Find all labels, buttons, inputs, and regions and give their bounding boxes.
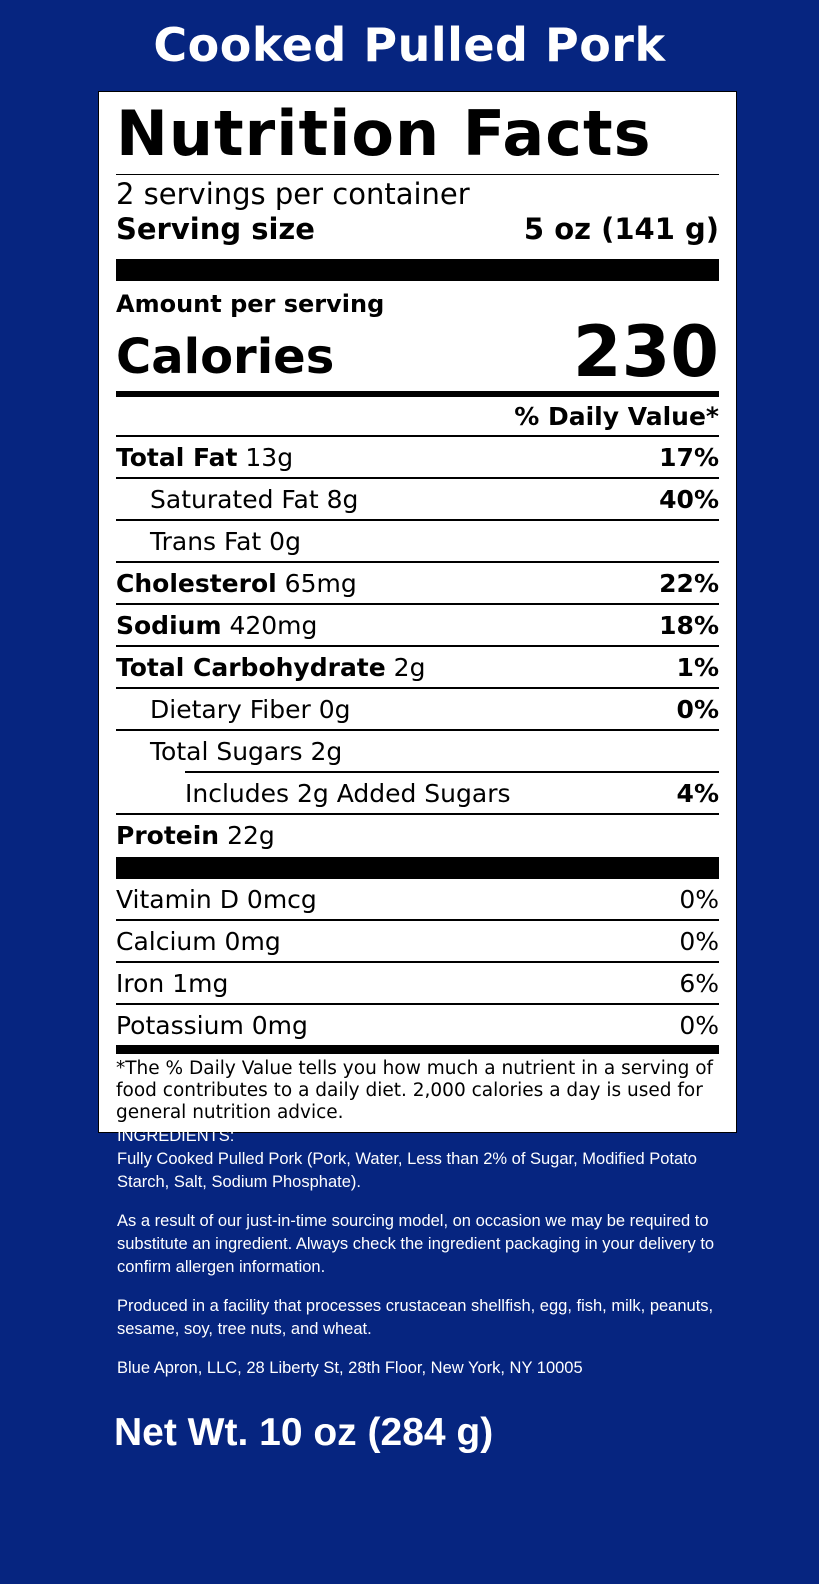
- nutrient-row-total-carbohydrate: [116, 645, 719, 687]
- ingredients-heading: INGREDIENTS:: [117, 1127, 235, 1145]
- nutrient-amount: 8g: [326, 484, 359, 514]
- vitamin-row-potassium: [116, 1003, 719, 1045]
- nutrient-row-total-fat: [116, 435, 719, 477]
- vitamin-dv: 0%: [679, 1010, 719, 1040]
- nutrient-dv: 0%: [676, 694, 719, 724]
- allergen-note: Produced in a facility that processes crustacean shellfish, egg, fish, milk, peanuts, sesame, soy, tree nuts, and wheat.: [117, 1297, 714, 1338]
- daily-value-footnote: *The % Daily Value tells you how much a nutrient in a serving of food contributes to a daily diet. 2,000 calories a day is used for general nutrition advice.: [116, 1058, 714, 1123]
- vitamin-dv: 0%: [679, 926, 719, 956]
- nutrient-name: Saturated Fat: [150, 484, 319, 514]
- nutrient-dv: 22%: [659, 568, 719, 598]
- nutrient-amount: 2g: [310, 736, 343, 766]
- nutrient-name: Protein: [116, 820, 220, 850]
- medium-divider: [116, 1045, 719, 1054]
- vitamin-name: Vitamin D 0mcg: [116, 884, 317, 914]
- serving-size-value: 5 oz (141 g): [523, 212, 719, 246]
- calories-row: [116, 311, 719, 393]
- nutrient-row-added-sugars: [185, 771, 719, 813]
- nutrient-dv: 1%: [676, 652, 719, 682]
- nutrient-row-sodium: [116, 603, 719, 645]
- nutrient-name: Cholesterol: [116, 568, 277, 598]
- vitamin-row-calcium: [116, 919, 719, 961]
- vitamin-dv: 0%: [679, 884, 719, 914]
- nutrient-row-total-sugars: [116, 729, 719, 771]
- vitamin-name: Calcium 0mg: [116, 926, 281, 956]
- nutrient-name: Sodium: [116, 610, 222, 640]
- ingredients-block: [117, 1125, 717, 1194]
- nutrient-amount: 420mg: [229, 610, 318, 640]
- divider: [116, 174, 719, 175]
- nutrient-amount: 2g: [393, 652, 426, 682]
- nutrient-name: Total Fat: [116, 442, 238, 472]
- ingredients-text: Fully Cooked Pulled Pork (Pork, Water, Less than 2% of Sugar, Modified Potato Starch, Salt, Sodium Phosphate).: [117, 1150, 697, 1191]
- nutrient-name: Dietary Fiber: [150, 694, 311, 724]
- serving-size-label: Serving size: [116, 212, 315, 246]
- vitamin-row-vitamin-d: [116, 879, 719, 919]
- nutrient-amount: 13g: [245, 442, 294, 472]
- vitamin-row-iron: [116, 961, 719, 1003]
- nutrient-name: Trans Fat: [150, 526, 262, 556]
- nutrition-facts-panel: [98, 91, 737, 1133]
- daily-value-header: % Daily Value*: [514, 402, 719, 431]
- nutrient-row-protein: [116, 813, 719, 855]
- nutrition-facts-heading: Nutrition Facts: [116, 97, 652, 170]
- nutrient-dv: 17%: [659, 442, 719, 472]
- nutrient-amount: 0g: [269, 526, 301, 556]
- nutrient-amount: 0g: [318, 694, 351, 724]
- nutrient-amount: 65mg: [284, 568, 357, 598]
- thick-divider: [116, 857, 719, 879]
- amount-per-serving: Amount per serving: [116, 290, 385, 318]
- sourcing-note: As a result of our just-in-time sourcing model, on occasion we may be required to substitute an ingredient. Always check the ingredient packaging in your delivery to confirm allergen information.: [117, 1212, 715, 1276]
- nutrient-dv: 18%: [659, 610, 719, 640]
- vitamin-dv: 6%: [679, 968, 719, 998]
- nutrient-row-dietary-fiber: [116, 687, 719, 729]
- nutrient-name: Includes 2g Added Sugars: [185, 778, 511, 808]
- serving-size-row: [116, 211, 719, 247]
- company-address: Blue Apron, LLC, 28 Liberty St, 28th Floor, New York, NY 10005: [117, 1359, 583, 1377]
- calories-value: 230: [572, 311, 719, 393]
- thick-divider: [116, 259, 719, 281]
- vitamin-name: Iron 1mg: [116, 968, 229, 998]
- servings-per-container: 2 servings per container: [116, 177, 470, 211]
- nutrient-dv: 4%: [676, 778, 719, 808]
- nutrient-row-saturated-fat: [116, 477, 719, 519]
- calories-label: Calories: [116, 329, 335, 385]
- product-title: Cooked Pulled Pork: [153, 18, 666, 72]
- vitamin-name: Potassium 0mg: [116, 1010, 308, 1040]
- nutrient-row-trans-fat: [116, 519, 719, 561]
- net-weight: Net Wt. 10 oz (284 g): [114, 1411, 494, 1454]
- nutrient-name: Total Sugars: [150, 736, 303, 766]
- nutrient-row-cholesterol: [116, 561, 719, 603]
- nutrient-name: Total Carbohydrate: [116, 652, 386, 682]
- nutrient-dv: 40%: [659, 484, 719, 514]
- nutrient-amount: 22g: [227, 820, 275, 850]
